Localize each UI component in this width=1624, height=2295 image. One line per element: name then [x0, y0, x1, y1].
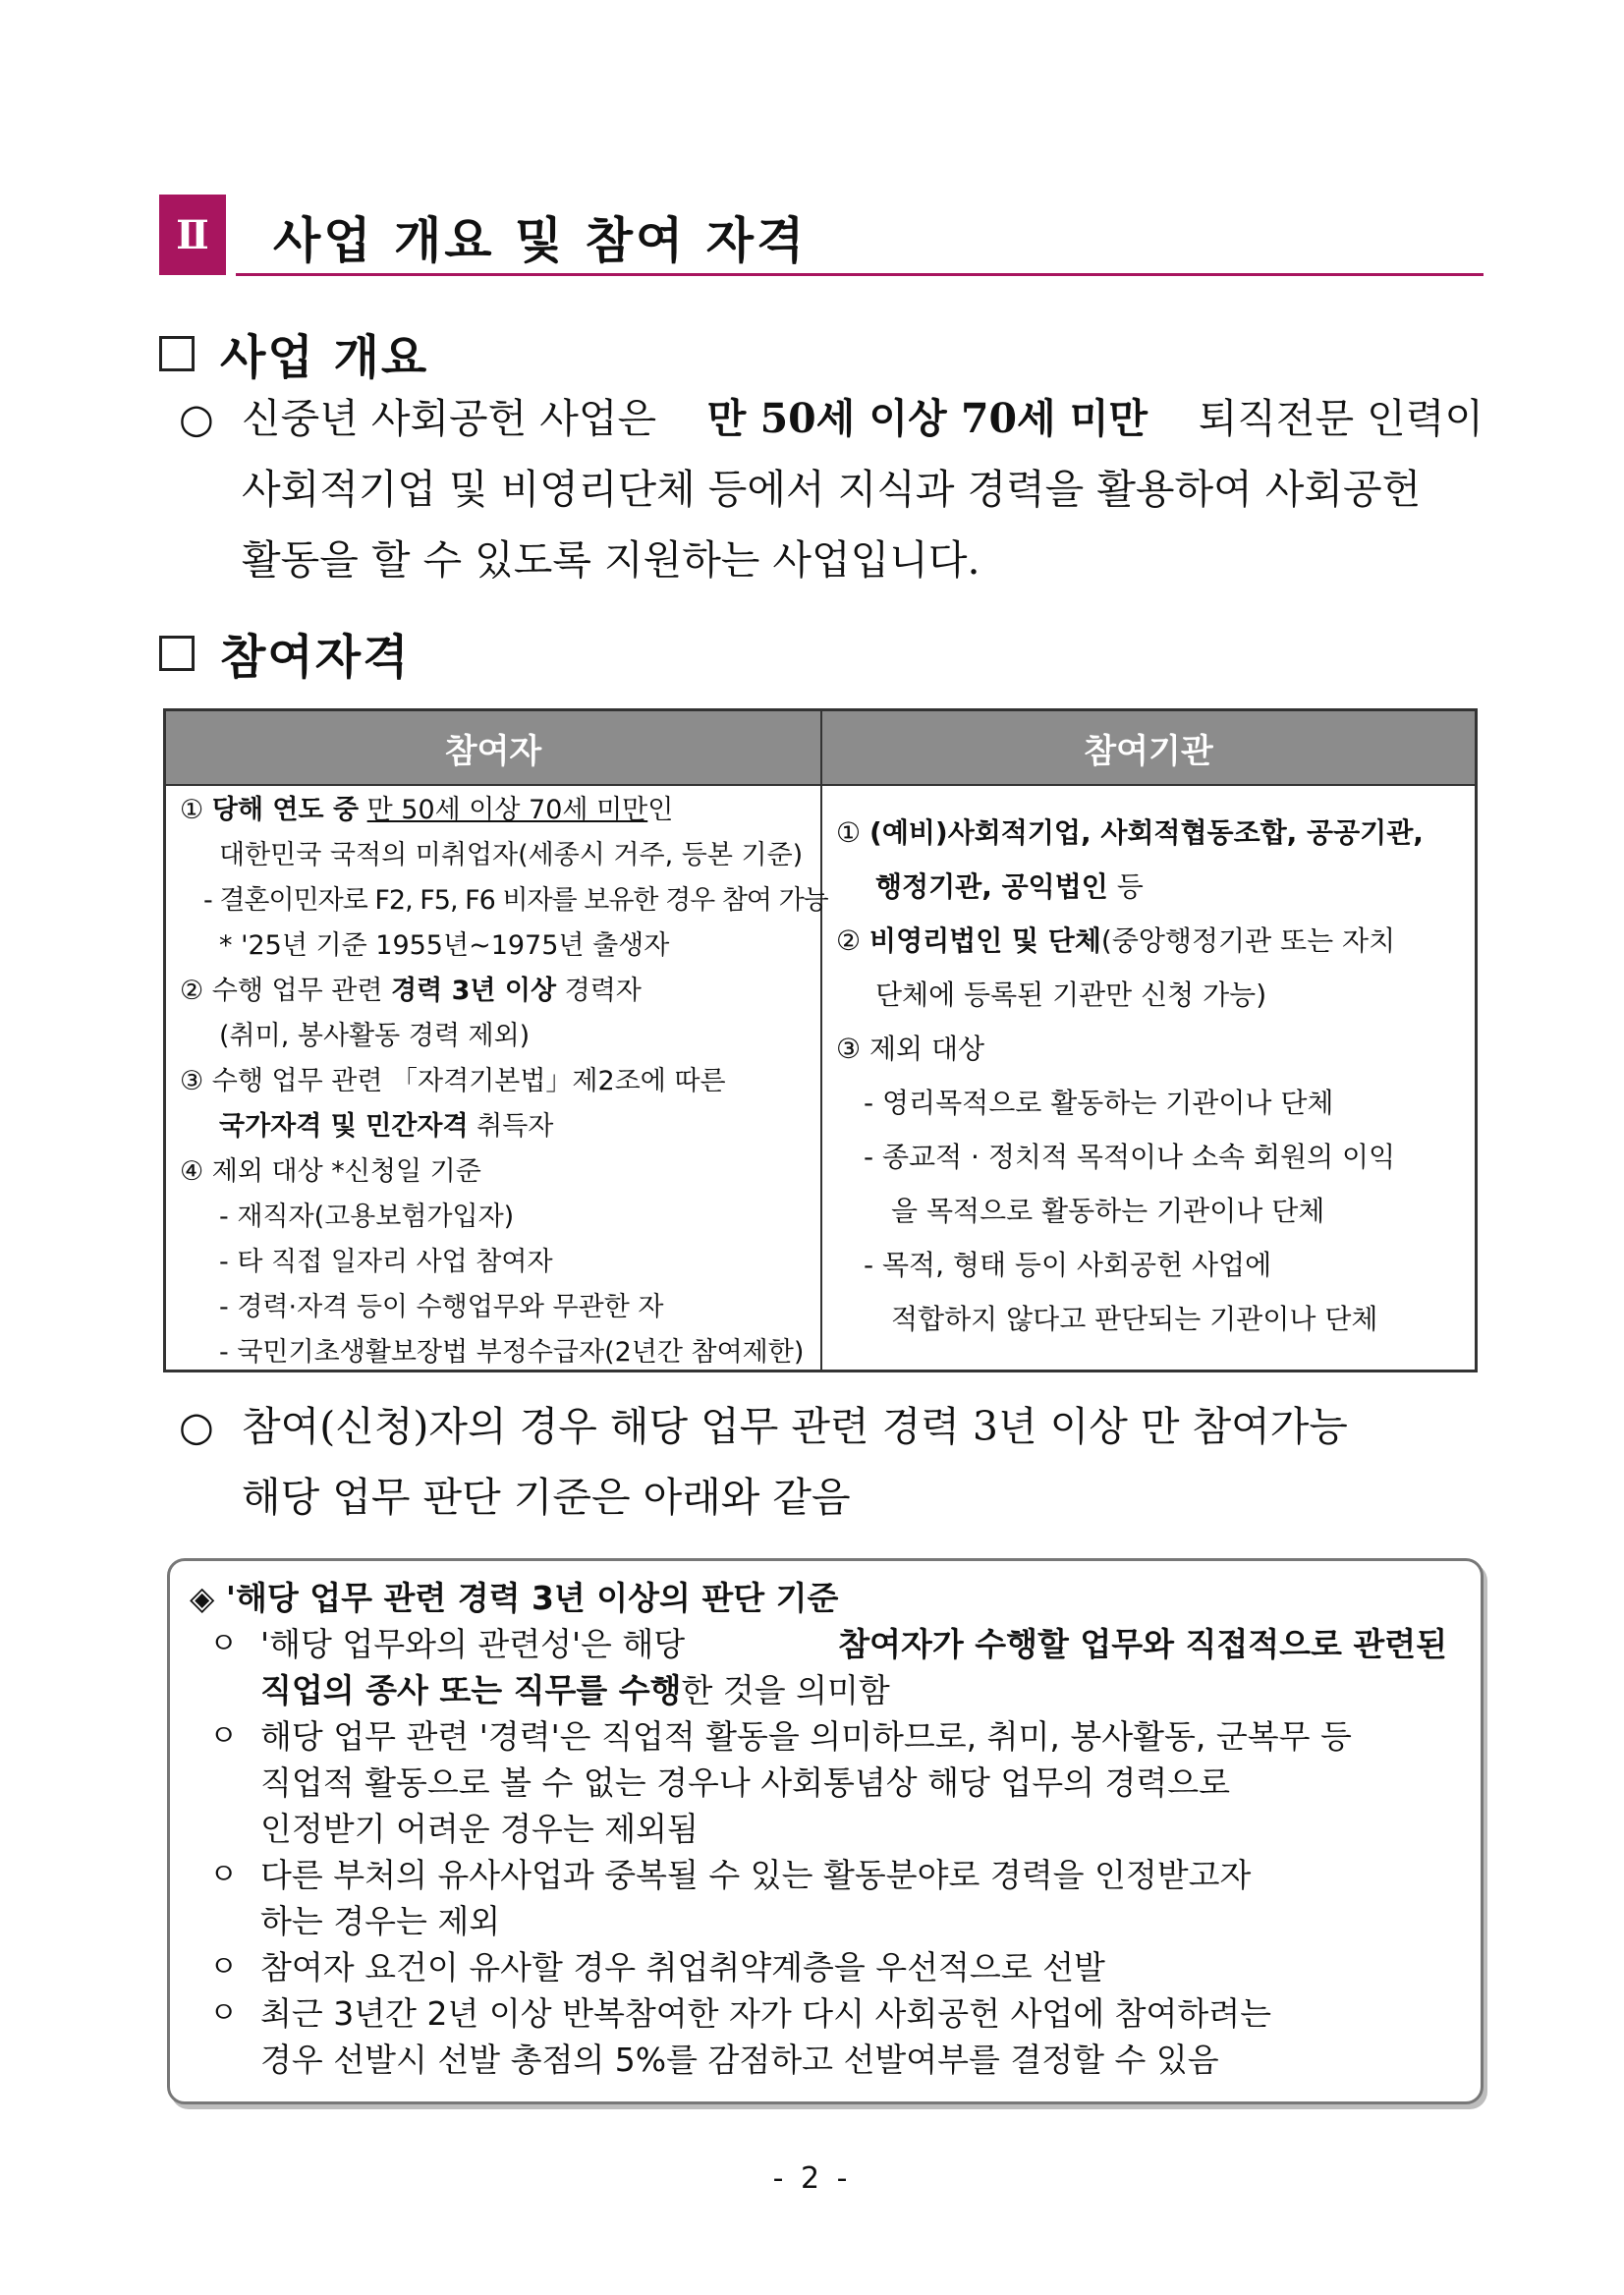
institution-line: ② 비영리법인 및 단체(중앙행정기관 또는 자치	[836, 924, 1396, 957]
criteria-item: ㅇ 최근 3년간 2년 이상 반복참여한 자가 다시 사회공헌 사업에 참여하려는 경우 선발시 선발 총점의 5%를 감점하고 선발여부를 결정할 수 있음	[209, 1990, 1447, 2083]
overview-heading-text: 사업 개요	[220, 330, 429, 385]
bullet-icon: ㅇ	[209, 1996, 238, 2031]
institution-line: 적합하지 않다고 판단되는 기관이나 단체	[891, 1303, 1378, 1335]
participant-line: - 타 직접 일자리 사업 참여자	[219, 1247, 553, 1277]
section-title: 사업 개요 및 참여 자격	[273, 212, 808, 269]
circle-bullet-icon: ○	[179, 1403, 214, 1450]
table-header-institution: 참여기관	[1084, 731, 1213, 771]
experience-note-line-2: 해당 업무 판단 기준은 아래와 같음	[242, 1474, 851, 1521]
bullet-icon: ㅇ	[209, 1627, 238, 1661]
institution-line: ① (예비)사회적기업, 사회적협동조합, 공공기관,	[836, 816, 1424, 849]
overview-heading	[159, 319, 428, 387]
institution-cell	[836, 806, 1424, 1346]
criteria-item: ㅇ '해당 업무와의 관련성'은 해당 참여자가 수행할 업무와 직접적으로 관련된 직업의 종사 또는 직무를 수행 한 것을 의미함	[209, 1621, 1447, 1713]
participant-line: - 재직자(고용보험가입자)	[219, 1202, 515, 1232]
experience-note	[179, 1391, 1484, 1533]
age-range-underlined: 만 50세 이상 70세 미만	[366, 795, 648, 825]
institution-line: 행정기관, 공익법인 등	[875, 870, 1144, 903]
qualification-table	[163, 708, 1478, 1372]
checkbox-square-icon	[159, 336, 195, 371]
criteria-item: ㅇ 해당 업무 관련 '경력'은 직업적 활동을 의미하므로, 취미, 봉사활동, 군복무 등 직업적 활동으로 볼 수 없는 경우나 사회통념상 해당 업무의 경력으로 인정받기 어려운 경우는 제외됨	[209, 1713, 1447, 1852]
participant-line: ④ 제외 대상 *신청일 기준	[180, 1156, 481, 1187]
participant-line: ① 당해 연도 중 만 50세 이상 70세 미만인	[180, 795, 674, 825]
participant-line: 국가자격 및 민간자격 취득자	[219, 1111, 554, 1142]
qualification-heading-text: 참여자격	[220, 630, 411, 685]
overview-line-1: 신중년 사회공헌 사업은 만 50세 이상 70세 미만 퇴직전문 인력이	[242, 383, 1484, 454]
institution-line: 단체에 등록된 기관만 신청 가능)	[875, 979, 1267, 1011]
participant-line: (취미, 봉사활동 경력 제외)	[219, 1021, 531, 1051]
bullet-icon: ㅇ	[209, 1858, 238, 1892]
participant-line: ③ 수행 업무 관련 「자격기본법」제2조에 따른	[180, 1066, 726, 1096]
overview-paragraph	[179, 383, 1484, 595]
age-range-highlight: 만 50세 이상 70세 미만	[706, 395, 1148, 442]
participant-line: 대한민국 국적의 미취업자(세종시 거주, 등본 기준)	[219, 840, 804, 870]
institution-line: 을 목적으로 활동하는 기관이나 단체	[891, 1195, 1325, 1227]
qualification-heading	[159, 619, 410, 687]
participant-line: * '25년 기준 1955년~1975년 출생자	[219, 930, 670, 961]
institution-line: - 목적, 형태 등이 사회공헌 사업에	[864, 1249, 1272, 1281]
criteria-title: ◈ '해당 업무 관련 경력 3년 이상의 판단 기준	[190, 1579, 839, 1617]
criteria-box	[167, 1558, 1484, 2104]
participant-cell	[180, 788, 828, 1375]
experience-note-line-1: 참여(신청)자의 경우 해당 업무 관련 경력 3년 이상 만 참여가능	[242, 1403, 1348, 1450]
participant-line: - 경력·자격 등이 수행업무와 무관한 자	[219, 1292, 664, 1322]
institution-line: - 영리목적으로 활동하는 기관이나 단체	[864, 1087, 1334, 1119]
overview-line-2: 사회적기업 및 비영리단체 등에서 지식과 경력을 활용하여 사회공헌	[242, 466, 1422, 513]
section-divider	[236, 273, 1484, 276]
criteria-item: ㅇ 참여자 요건이 유사할 경우 취업취약계층을 우선적으로 선발	[209, 1944, 1447, 1990]
bullet-icon: ㅇ	[209, 1719, 238, 1754]
participant-line: - 결혼이민자로 F2, F5, F6 비자를 보유한 경우 참여 가능	[203, 885, 828, 916]
institution-line: - 종교적 · 정치적 목적이나 소속 회원의 이익	[864, 1141, 1396, 1173]
circle-bullet-icon: ○	[179, 395, 214, 442]
criteria-item: ㅇ 다른 부처의 유사사업과 중복될 수 있는 활동분야로 경력을 인정받고자 하는 경우는 제외	[209, 1852, 1447, 1944]
institution-line: ③ 제외 대상	[836, 1033, 985, 1065]
checkbox-square-icon	[159, 636, 195, 671]
page-number: - 2 -	[772, 2161, 852, 2196]
table-header-participant: 참여자	[444, 731, 542, 771]
criteria-list	[209, 1621, 1447, 2083]
participant-line: - 국민기초생활보장법 부정수급자(2년간 참여제한)	[219, 1337, 805, 1368]
participant-line: ② 수행 업무 관련 경력 3년 이상 경력자	[180, 976, 642, 1006]
overview-line-3: 활동을 할 수 있도록 지원하는 사업입니다.	[242, 536, 980, 584]
section-number-badge: Ⅱ	[159, 195, 226, 275]
bullet-icon: ㅇ	[209, 1950, 238, 1985]
